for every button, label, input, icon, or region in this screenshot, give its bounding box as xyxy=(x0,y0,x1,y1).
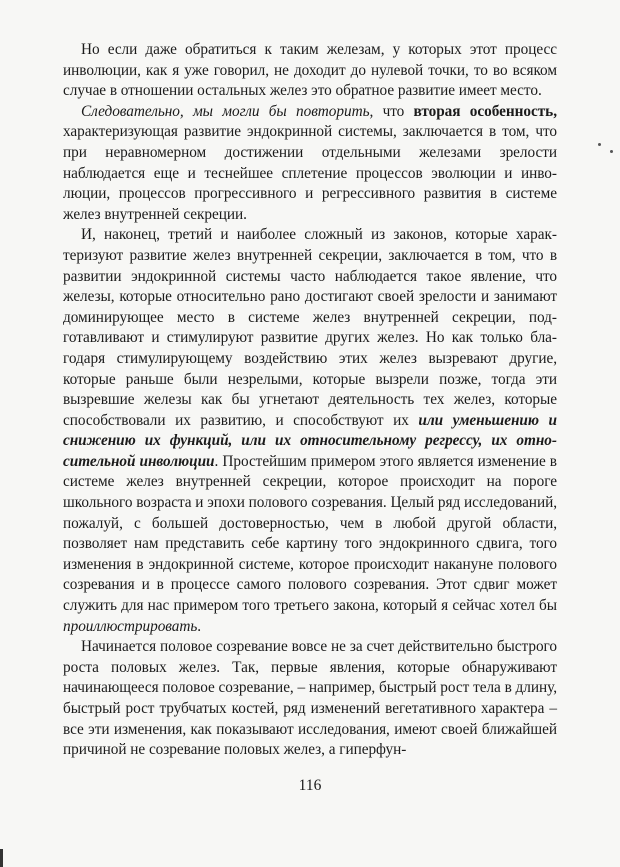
text-segment: или уменьшению и снижению их функций, или их относительному регрессу, их относительной инволюции xyxy=(63,411,557,470)
text-segment: И, наконец, третий и наиболее сложный из законов, которые характеризуют развитие желез внутренней секреции, заключается в том, что в развитии эндокринной системы часто наблюдается такое явление, что железы, которые относительно рано достигают своей зрелости и занимают доминирующее место в системе желез внутренней секреции, подготавливают и стимулируют развитие других желез. Но как только благодаря стимулирующему воздействию этих желез вызревают другие, которые раньше были незрелыми, которые вызрели позже, тогда эти вызревшие железы как бы угнетают деятельность тех желез, которые способствовали их развитию, и способствуют их xyxy=(63,226,557,429)
paragraph xyxy=(63,637,557,761)
text-segment: вторая особенность, xyxy=(413,102,557,120)
scan-speck xyxy=(598,143,601,146)
text-segment: характеризующая развитие эндокринной системы, заключается в том, что при неравномерном достижении отдельными железами зрелости наблюдается еще и теснейшее сплетение процессов эволюции и инволюции, процессов прогрессивного и регрессивного развития в системе желез внутренней секреции. xyxy=(63,123,557,223)
body-text xyxy=(63,40,557,761)
scan-speck xyxy=(610,150,613,153)
text-segment: Следовательно, мы могли бы повторить, xyxy=(81,102,383,120)
text-segment: что xyxy=(382,102,414,120)
text-segment: проиллюстрировать xyxy=(63,617,198,635)
text-segment: Но если даже обратиться к таким железам, у которых этот процесс инволюции, как я уже говорил, не доходит до нулевой точки, то во всяком случае в отношении остальных желез это обратное развитие имеет место. xyxy=(63,41,557,100)
paragraph xyxy=(63,225,557,637)
text-segment: . Простейшим примером этого является изменение в системе желез внутренней секреции, которое происходит на пороге школьного возраста и эпохи полового созревания. Целый ряд исследований, пожалуй, с большей достоверностью, чем в любой другой области, позволяет нам представить себе картину того эндокринного сдвига, того изменения в эндокринной системе, которое происходит накануне полового созревания и в процессе самого полового созревания. Этот сдвиг может служить для нас примером того третьего закона, который я сейчас хотел бы xyxy=(63,452,557,615)
paragraph xyxy=(63,40,557,102)
text-segment: . xyxy=(197,617,202,635)
page-number: 116 xyxy=(298,777,322,794)
text-segment: Начинается половое созревание вовсе не за счет действительно быстрого роста половых желез. Так, первые явления, которые обнаруживают начинающееся половое созревание, – например, быстрый рост тела в длину, быстрый рост трубчатых костей, ряд изменений вегетативного характера – все эти изменения, как показывают исследования, имеют своей ближайшей причиной не созревание половых желез, а гиперфун- xyxy=(63,638,557,759)
paragraph xyxy=(63,102,557,226)
scan-edge-mark xyxy=(0,849,3,867)
